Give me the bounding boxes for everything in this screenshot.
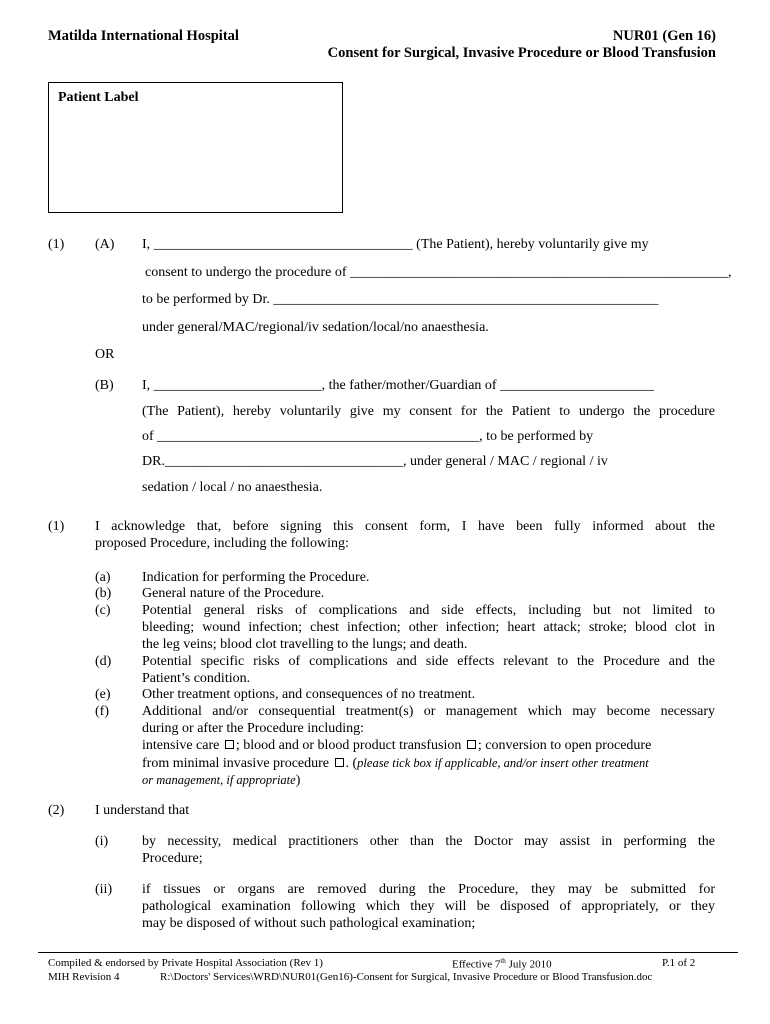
- intensive-care-label: intensive care: [142, 738, 220, 753]
- item-d-line-2: Patient’s condition.: [142, 671, 251, 686]
- transfusion-label: ; blood and or blood product transfusion: [235, 738, 462, 753]
- footer-compiled: Compiled & endorsed by Private Hospital Association (Rev 1): [48, 957, 323, 969]
- acknowledge-number: (1): [48, 519, 65, 534]
- item-b-label: (b): [95, 586, 112, 601]
- section-b-line-1: I, ________________________, the father/mother/Guardian of ______________________: [142, 378, 655, 393]
- item-f-punctuation: . (: [345, 756, 358, 771]
- item-c-line-2: bleeding; wound infection; chest infection; other infection; heart attack; stroke; blood clot in: [142, 620, 715, 635]
- footer-effective-pre: Effective 7: [452, 958, 501, 971]
- item-b-text: General nature of the Procedure.: [142, 586, 325, 601]
- or-separator: OR: [95, 347, 115, 362]
- section-a-line-1: I, _____________________________________ (The Patient), hereby voluntarily give my: [142, 237, 649, 252]
- form-code: NUR01 (Gen 16): [612, 28, 716, 44]
- item-d-line-1: Potential specific risks of complications and side effects relevant to the Procedure and the: [142, 654, 715, 669]
- section-a-line-2: consent to undergo the procedure of ______________________________________________________,: [145, 265, 732, 280]
- patient-label-box: [48, 82, 343, 213]
- section-b-letter: (B): [95, 378, 114, 393]
- item-f-line-3: [142, 737, 651, 755]
- footer-file-path: R:\Doctors' Services\WRD\NUR01(Gen16)-Consent for Surgical, Invasive Procedure or Blood Transfusion.doc: [160, 971, 653, 983]
- item-e-label: (e): [95, 687, 111, 702]
- item-f-line-5: [142, 771, 300, 790]
- section-a-line-4: under general/MAC/regional/iv sedation/local/no anaesthesia.: [142, 320, 489, 335]
- tick-box-instruction-cont: or management, if appropriate: [142, 773, 296, 787]
- item-a-label: (a): [95, 570, 111, 585]
- understand-i-line-2: Procedure;: [142, 851, 203, 866]
- intensive-care-checkbox[interactable]: [225, 740, 234, 749]
- footer-page-number: P.1 of 2: [662, 957, 696, 969]
- item-f-close-paren: ): [295, 773, 301, 788]
- tick-box-instruction: please tick box if applicable, and/or insert other treatment: [357, 756, 649, 770]
- footer-effective-sup: th: [500, 957, 506, 965]
- item-d-label: (d): [95, 654, 112, 669]
- understand-text: I understand that: [95, 803, 190, 818]
- section-a-line-3: to be performed by Dr. _______________________________________________________: [142, 292, 659, 307]
- item-c-label: (c): [95, 603, 111, 618]
- section-a-number: (1): [48, 237, 65, 252]
- hospital-name: Matilda International Hospital: [48, 28, 239, 44]
- minimal-invasive-label: from minimal invasive procedure: [142, 756, 329, 771]
- section-b-line-4: DR.__________________________________, under general / MAC / regional / iv: [142, 454, 608, 469]
- understand-ii-line-3: may be disposed of without such pathological examination;: [142, 916, 476, 931]
- footer-rule: [38, 952, 738, 953]
- item-f-label: (f): [95, 704, 109, 719]
- item-c-line-1: Potential general risks of complications and side effects, including but not limited to: [142, 603, 715, 618]
- section-b-line-5: sedation / local / no anaesthesia.: [142, 480, 323, 495]
- minimal-invasive-checkbox[interactable]: [335, 758, 344, 767]
- item-f-line-2: during or after the Procedure including:: [142, 721, 364, 736]
- form-title: Consent for Surgical, Invasive Procedure or Blood Transfusion: [327, 45, 716, 61]
- understand-ii-label: (ii): [95, 882, 113, 897]
- patient-label-heading: Patient Label: [58, 90, 139, 105]
- footer-effective: [452, 957, 552, 971]
- acknowledge-line-1: I acknowledge that, before signing this consent form, I have been fully informed about the: [95, 519, 715, 534]
- acknowledge-line-2: proposed Procedure, including the following:: [95, 536, 349, 551]
- understand-i-label: (i): [95, 834, 109, 849]
- section-b-line-2: (The Patient), hereby voluntarily give my consent for the Patient to undergo the procedure: [142, 404, 715, 419]
- section-a-letter: (A): [95, 237, 115, 252]
- footer-revision: MIH Revision 4: [48, 971, 120, 983]
- section-b-line-3: of ______________________________________________, to be performed by: [142, 429, 594, 444]
- open-procedure-label: ; conversion to open procedure: [477, 738, 652, 753]
- understand-ii-line-1: if tissues or organs are removed during the Procedure, they may be submitted for: [142, 882, 715, 897]
- item-c-line-3: the leg veins; blood clot travelling to the lungs; and death.: [142, 637, 468, 652]
- item-f-line-1: Additional and/or consequential treatment(s) or management which may become necessary: [142, 704, 715, 719]
- understand-i-line-1: by necessity, medical practitioners other than the Doctor may assist in performing the: [142, 834, 715, 849]
- item-e-text: Other treatment options, and consequences of no treatment.: [142, 687, 476, 702]
- item-a-text: Indication for performing the Procedure.: [142, 570, 370, 585]
- understand-number: (2): [48, 803, 65, 818]
- transfusion-checkbox[interactable]: [467, 740, 476, 749]
- understand-ii-line-2: pathological examination following which they will be disposed of appropriately, or they: [142, 899, 715, 914]
- footer-effective-post: July 2010: [505, 958, 552, 971]
